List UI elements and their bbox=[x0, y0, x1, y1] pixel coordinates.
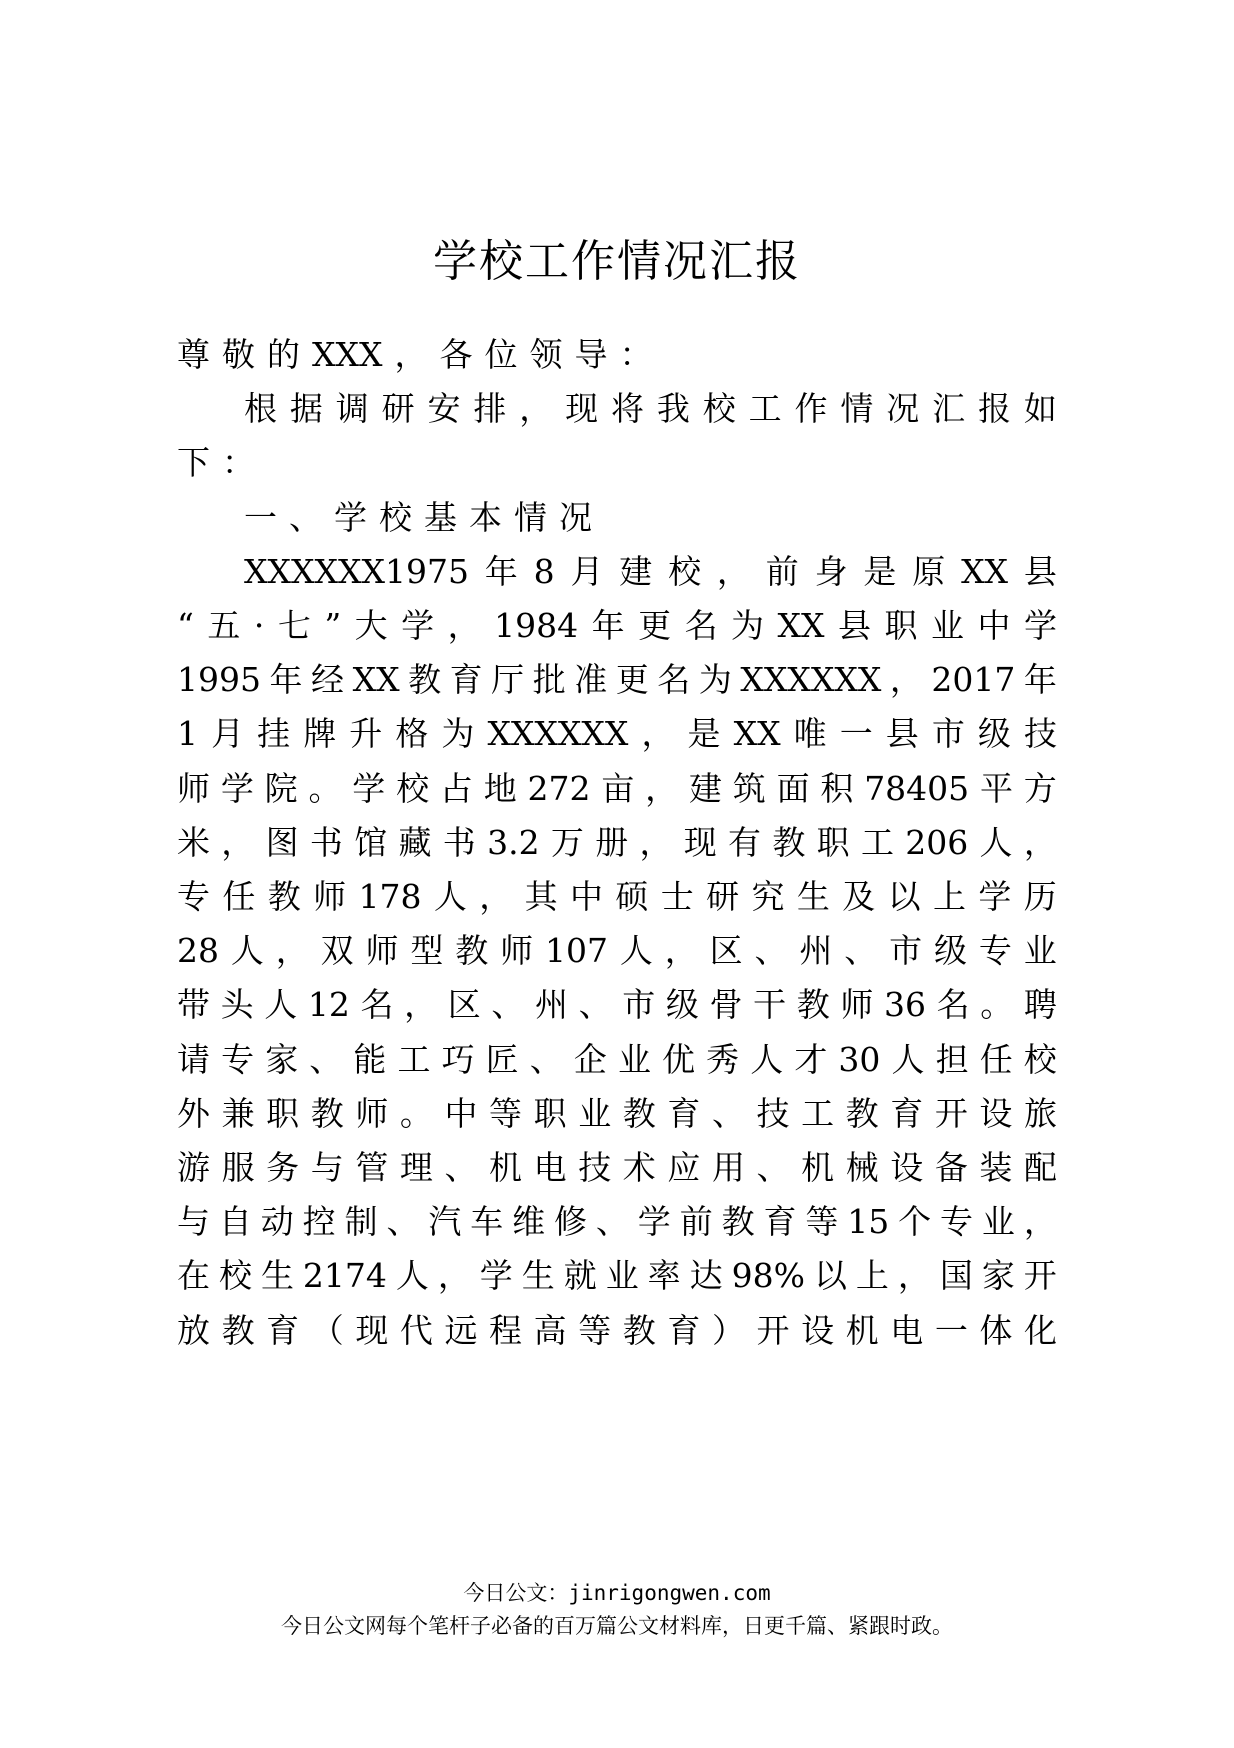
footer-source bbox=[0, 1578, 1234, 1608]
footer-link-url[interactable]: jinrigongwen.com bbox=[568, 1581, 771, 1605]
paragraph-line: 在 校 生 2174 人 ， 学 生 就 业 率 达 98% 以 上 ， 国 家 开 bbox=[177, 1256, 1057, 1296]
paragraph-line: 1995 年 经 XX 教 育 厅 批 准 更 名 为 XXXXXX ， 2017 年 bbox=[177, 660, 1057, 700]
paragraph-line: 师 学 院 。 学 校 占 地 272 亩 ， 建 筑 面 积 78405 平 方 bbox=[177, 768, 1057, 808]
document-title: 学校工作情况汇报 bbox=[433, 236, 801, 287]
paragraph-line: 带 头 人 12 名 ， 区 、 州 、 市 级 骨 干 教 师 36 名 。 聘 bbox=[177, 985, 1057, 1025]
paragraph-line: 米 ， 图 书 馆 藏 书 3.2 万 册 ， 现 有 教 职 工 206 人 ， bbox=[177, 822, 1057, 862]
paragraph-line: XXXXXX1975 年 8 月 建 校 ， 前 身 是 原 XX 县 bbox=[244, 551, 1057, 591]
paragraph-line: 游 服 务 与 管 理 、 机 电 技 术 应 用 、 机 械 设 备 装 配 bbox=[177, 1148, 1057, 1187]
paragraph-line: 1 月 挂 牌 升 格 为 XXXXXX ， 是 XX 唯 一 县 市 级 技 bbox=[177, 714, 1057, 754]
paragraph-line: 尊 敬 的 XXX ， 各 位 领 导 ： bbox=[177, 335, 653, 374]
paragraph-line: 放 教 育 （ 现 代 远 程 高 等 教 育 ） 开 设 机 电 一 体 化 bbox=[177, 1310, 1057, 1350]
paragraph-line: 根 据 调 研 安 排 ， 现 将 我 校 工 作 情 况 汇 报 如 bbox=[244, 389, 1057, 429]
paragraph-line: 下 ： bbox=[177, 443, 255, 483]
paragraph-line: 请 专 家 、 能 工 巧 匠 、 企 业 优 秀 人 才 30 人 担 任 校 bbox=[177, 1039, 1057, 1079]
paragraph-line: 外 兼 职 教 师 。 中 等 职 业 教 育 、 技 工 教 育 开 设 旅 bbox=[177, 1093, 1057, 1133]
footer-slogan: 今日公文网每个笔杆子必备的百万篇公文材料库，日更千篇、紧跟时政。 bbox=[281, 1614, 953, 1638]
paragraph-line: 专 任 教 师 178 人 ， 其 中 硕 士 研 究 生 及 以 上 学 历 bbox=[177, 877, 1057, 916]
footer-link-label: 今日公文： bbox=[463, 1581, 569, 1605]
paragraph-line: 28 人 ， 双 师 型 教 师 107 人 ， 区 、 州 、 市 级 专 业 bbox=[177, 931, 1057, 971]
paragraph-line: “ 五 · 七 ” 大 学 ， 1984 年 更 名 为 XX 县 职 业 中 学 bbox=[177, 606, 1057, 645]
paragraph-line: 一 、 学 校 基 本 情 况 bbox=[244, 497, 592, 537]
paragraph-line: 与 自 动 控 制 、 汽 车 维 修 、 学 前 教 育 等 15 个 专 业 ， bbox=[177, 1202, 1057, 1242]
